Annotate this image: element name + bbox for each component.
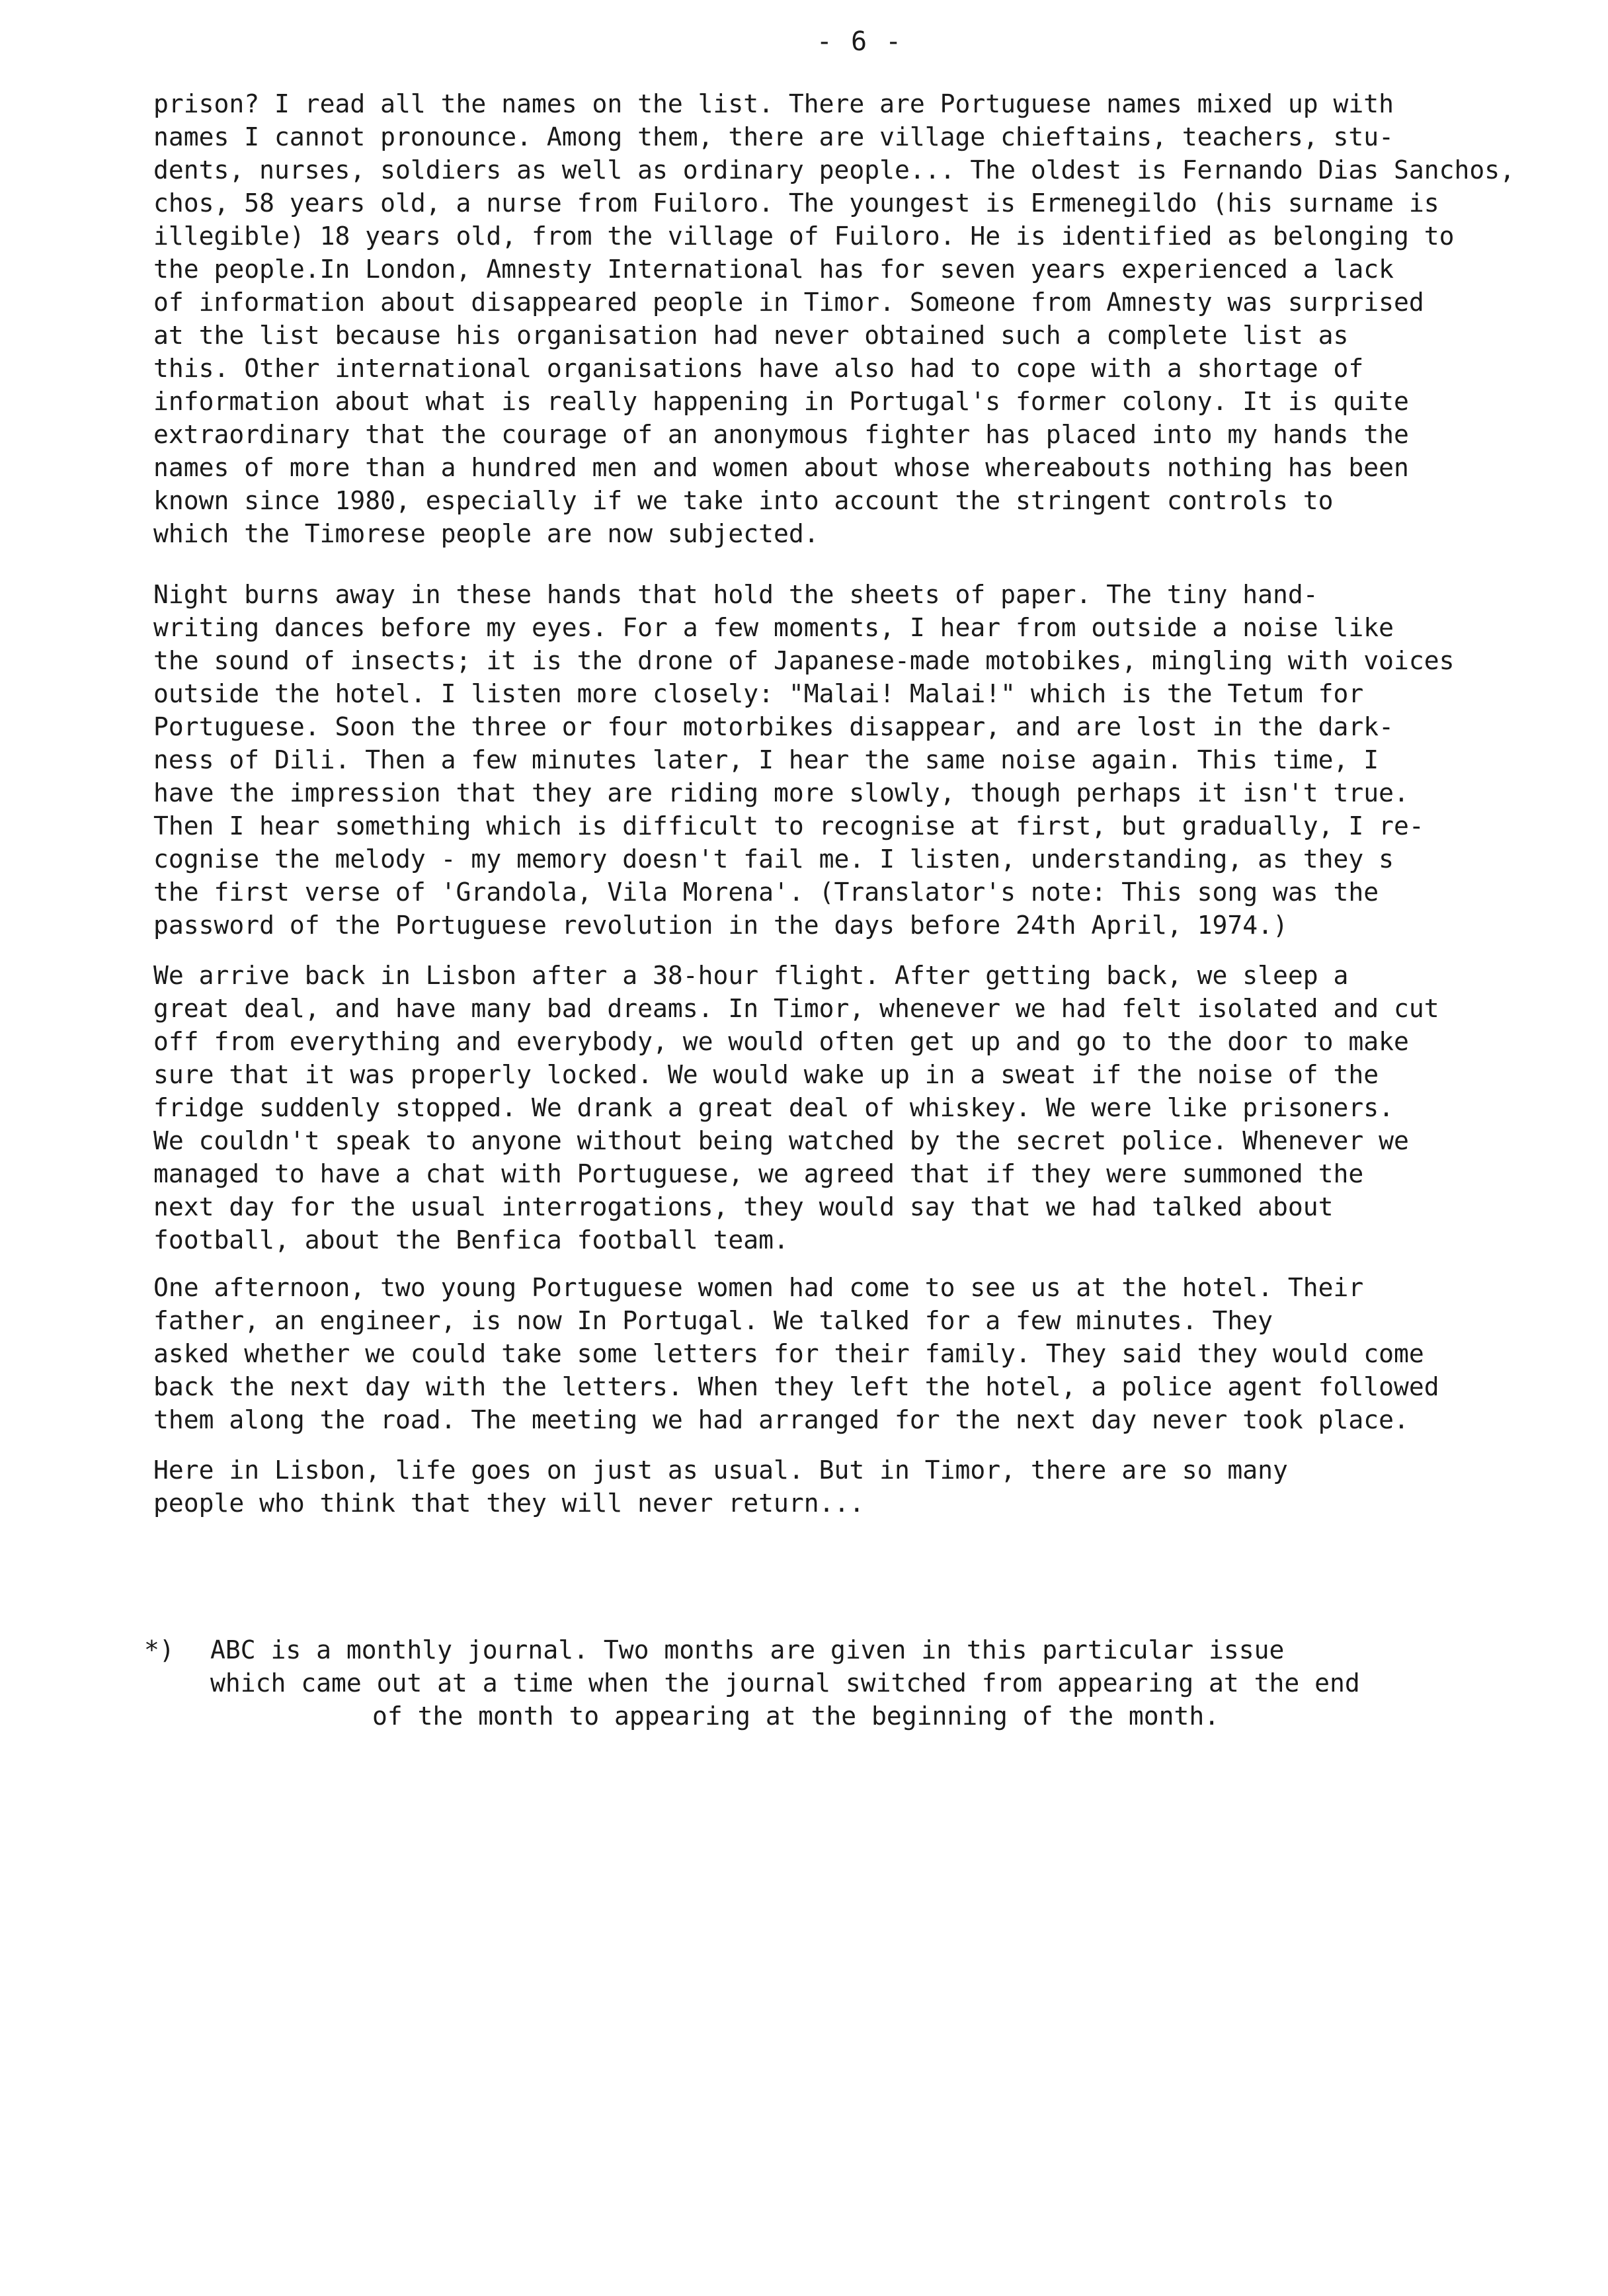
- text-line: Portuguese. Soon the three or four motorbikes disappear, and are lost in the dark-: [153, 712, 1394, 741]
- text-line: of information about disappeared people in Timor. Someone from Amnesty was surprised: [153, 288, 1424, 317]
- text-line: illegible) 18 years old, from the village of Fuiloro. He is identified as belonging to: [153, 222, 1455, 251]
- text-line: names of more than a hundred men and women about whose whereabouts nothing has been: [153, 453, 1409, 482]
- text-line: writing dances before my eyes. For a few moments, I hear from outside a noise like: [153, 613, 1394, 642]
- text-line: dents, nurses, soldiers as well as ordinary people... The oldest is Fernando Dias Sanchos,: [153, 155, 1515, 184]
- text-line: next day for the usual interrogations, they would say that we had talked about: [153, 1192, 1334, 1221]
- footnote-text: [210, 1633, 1566, 1733]
- text-line: cognise the melody - my memory doesn't fail me. I listen, understanding, as they s: [153, 844, 1394, 874]
- footnote-line: of the month to appearing at the beginning of the month.: [372, 1702, 1220, 1731]
- text-line: One afternoon, two young Portuguese women had come to see us at the hotel. Their: [153, 1273, 1364, 1302]
- text-line: at the list because his organisation had never obtained such a complete list as: [153, 321, 1349, 350]
- text-line: football, about the Benfica football team.: [153, 1225, 789, 1254]
- footnote-line: which came out at a time when the journal switched from appearing at the end: [210, 1668, 1360, 1698]
- text-line: outside the hotel. I listen more closely: "Malai! Malai!" which is the Tetum for: [153, 679, 1364, 708]
- text-line: prison? I read all the names on the list. There are Portuguese names mixed up with: [153, 89, 1394, 118]
- text-line: off from everything and everybody, we would often get up and go to the door to make: [153, 1027, 1409, 1056]
- text-line: great deal, and have many bad dreams. In Timor, whenever we had felt isolated and cut: [153, 994, 1439, 1023]
- text-line: Here in Lisbon, life goes on just as usual. But in Timor, there are so many: [153, 1456, 1288, 1485]
- text-line: known since 1980, especially if we take into account the stringent controls to: [153, 486, 1334, 515]
- text-line: password of the Portuguese revolution in the days before 24th April, 1974.): [153, 911, 1288, 940]
- page-number: - 6 -: [816, 26, 903, 57]
- text-line: Then I hear something which is difficult to recognise at first, but gradually, I re-: [153, 811, 1424, 840]
- text-line: chos, 58 years old, a nurse from Fuiloro. The youngest is Ermenegildo (his surname is: [153, 188, 1439, 218]
- text-line: asked whether we could take some letters for their family. They said they would come: [153, 1339, 1424, 1368]
- paragraph-3: [153, 959, 1588, 1256]
- text-line: sure that it was properly locked. We would wake up in a sweat if the noise of the: [153, 1060, 1379, 1089]
- paragraph-2: [153, 578, 1588, 942]
- text-line: them along the road. The meeting we had arranged for the next day never took place.: [153, 1405, 1409, 1434]
- text-line: We arrive back in Lisbon after a 38-hour flight. After getting back, we sleep a: [153, 961, 1349, 990]
- footnote-marker: *): [144, 1635, 175, 1664]
- paragraph-1: [153, 87, 1588, 550]
- text-line: fridge suddenly stopped. We drank a great deal of whiskey. We were like prisoners.: [153, 1093, 1394, 1122]
- text-line: the sound of insects; it is the drone of Japanese-made motobikes, mingling with voices: [153, 646, 1455, 675]
- text-line: managed to have a chat with Portuguese, we agreed that if they were summoned the: [153, 1159, 1364, 1188]
- text-line: information about what is really happening in Portugal's former colony. It is quite: [153, 387, 1409, 416]
- text-line: have the impression that they are riding more slowly, though perhaps it isn't true.: [153, 778, 1409, 807]
- paragraph-5: [153, 1454, 1588, 1520]
- text-line: father, an engineer, is now In Portugal. We talked for a few minutes. They: [153, 1306, 1273, 1335]
- text-line: extraordinary that the courage of an anonymous fighter has placed into my hands the: [153, 420, 1409, 449]
- paragraph-4: [153, 1271, 1588, 1436]
- text-line: the people.In London, Amnesty International has for seven years experienced a lack: [153, 255, 1394, 284]
- text-line: back the next day with the letters. When they left the hotel, a police agent followed: [153, 1372, 1439, 1401]
- text-line: the first verse of 'Grandola, Vila Morena'. (Translator's note: This song was the: [153, 878, 1379, 907]
- footnote-line: ABC is a monthly journal. Two months are given in this particular issue: [210, 1635, 1285, 1664]
- text-line: this. Other international organisations have also had to cope with a shortage of: [153, 354, 1364, 383]
- text-line: ness of Dili. Then a few minutes later, I hear the same noise again. This time, I: [153, 745, 1379, 774]
- text-line: names I cannot pronounce. Among them, there are village chieftains, teachers, stu-: [153, 122, 1394, 151]
- text-line: Night burns away in these hands that hold the sheets of paper. The tiny hand-: [153, 580, 1318, 609]
- text-line: people who think that they will never return...: [153, 1489, 865, 1518]
- text-line: which the Timorese people are now subjected.: [153, 519, 819, 548]
- text-line: We couldn't speak to anyone without being watched by the secret police. Whenever we: [153, 1126, 1409, 1155]
